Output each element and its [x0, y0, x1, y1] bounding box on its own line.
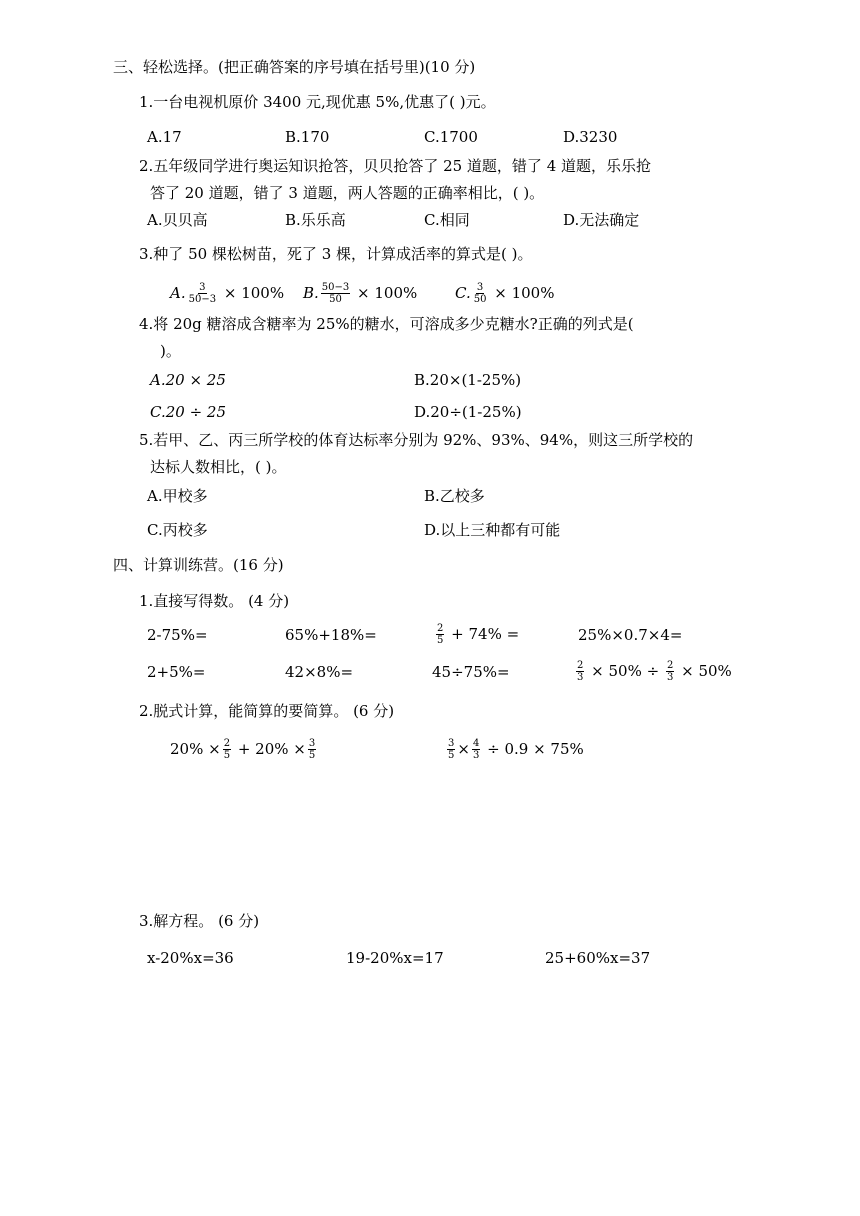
q5-option-b: B.乙校多 — [424, 487, 485, 505]
q1-option-a: A.17 — [147, 128, 182, 146]
mental-calc-3: $\frac{2}{5}$ + 74% = — [437, 622, 520, 646]
part3-title: 3.解方程。 (6 分) — [139, 912, 260, 930]
equation-3: 25+60%x=37 — [545, 949, 651, 967]
q4-stem-line2: )。 — [160, 342, 181, 360]
q4-stem-line1: 4.将 20g 糖溶成含糖率为 25%的糖水，可溶成多少克糖水?正确的列式是( — [139, 315, 634, 333]
q5-option-a: A.甲校多 — [147, 487, 208, 505]
q4-option-d: D.20÷(1-25%) — [414, 403, 522, 421]
equation-1: x-20%x=36 — [147, 949, 234, 967]
q5-option-d: D.以上三种都有可能 — [424, 521, 561, 539]
mental-calc-7: 45÷75%= — [432, 663, 510, 681]
q5-stem-line1: 5.若甲、乙、丙三所学校的体育达标率分别为 92%、93%、94%，则这三所学校的 — [139, 431, 694, 449]
q5-stem-line2: 达标人数相比，( )。 — [150, 458, 287, 476]
part2-title: 2.脱式计算，能简算的要简算。 (6 分) — [139, 702, 395, 720]
mental-calc-6: 42×8%= — [285, 663, 354, 681]
q2-stem-line1: 2.五年级同学进行奥运知识抢答，贝贝抢答了 25 道题，错了 4 道题，乐乐抢 — [139, 157, 652, 175]
q5-option-c: C.丙校多 — [147, 521, 208, 539]
mental-calc-5: 2+5%= — [147, 663, 206, 681]
q1-stem: 1.一台电视机原价 3400 元,现优惠 5%,优惠了( )元。 — [139, 93, 496, 111]
equation-2: 19-20%x=17 — [346, 949, 444, 967]
mental-calc-1: 2-75%= — [147, 626, 208, 644]
q3-stem: 3.种了 50 棵松树苗，死了 3 棵，计算成活率的算式是( )。 — [139, 245, 533, 263]
q1-option-d: D.3230 — [563, 128, 618, 146]
mental-calc-4: 25%×0.7×4= — [578, 626, 683, 644]
stepwise-calc-1: 20% × $\frac{2}{5}$ + 20% × $\frac{3}{5}$ — [170, 737, 316, 761]
q4-option-c: C.20 ÷ 25 — [150, 403, 226, 421]
q1-option-b: B.170 — [285, 128, 330, 146]
q3-option-b: B. $\frac{50-3}{50}$ × 100% — [303, 281, 418, 305]
q3-option-c: C. $\frac{3}{50}$ × 100% — [455, 281, 555, 305]
q2-stem-line2: 答了 20 道题，错了 3 道题，两人答题的正确率相比，( )。 — [150, 184, 545, 202]
q4-option-b: B.20×(1-25%) — [414, 371, 522, 389]
q2-option-a: A.贝贝高 — [147, 211, 208, 229]
q1-option-c: C.1700 — [424, 128, 478, 146]
q2-option-b: B.乐乐高 — [285, 211, 346, 229]
q4-option-a: A.20 × 25 — [150, 371, 226, 389]
mental-calc-8: $\frac{2}{3}$ × 50% ÷ $\frac{2}{3}$ × 50% — [577, 659, 732, 683]
part1-title: 1.直接写得数。 (4 分) — [139, 592, 290, 610]
section-4-heading: 四、计算训练营。(16 分) — [113, 556, 284, 574]
q2-option-c: C.相同 — [424, 211, 470, 229]
mental-calc-2: 65%+18%= — [285, 626, 377, 644]
q2-option-d: D.无法确定 — [563, 211, 640, 229]
q3-option-a: A. $\frac{3}{50-3}$ × 100% — [170, 281, 285, 305]
section-3-heading: 三、轻松选择。(把正确答案的序号填在括号里)(10 分) — [113, 58, 476, 76]
stepwise-calc-2: $\frac{3}{5}$ × $\frac{4}{3}$ ÷ 0.9 × 75% — [448, 737, 584, 761]
